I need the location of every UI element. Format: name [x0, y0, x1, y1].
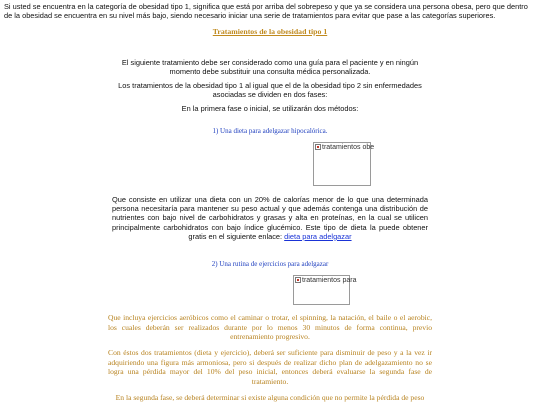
exercise-image-alt: tratamientos para	[302, 277, 357, 284]
diet-description-text: Que consiste en utilizar una dieta con un 20% de calorías menor de lo que una determinada persona necesitaría para mantener su peso actual y que además contenga una distribución de nutrientes con bajo nivel de carbohidratos y grasas y alta en proteínas, en la cual se utilicen principalmente carbohidratos con bajo índice glucémico. Este tipo de dieta la puede obtener gratis en el siguiente enlace:	[112, 195, 428, 241]
guide-paragraph: El siguiente tratamiento debe ser considerado como una guía para el paciente y en ningún momento debe substituir una consulta médica personalizada.	[121, 58, 419, 77]
second-phase-paragraph: En la segunda fase, se deberá determinar si existe alguna condición que no permite la pérdida de peso	[115, 393, 425, 402]
intro-paragraph: Si usted se encuentra en la categoría de obesidad tipo 1, significa que está por arriba del sobrepeso y que ya se considera una persona obesa, pero que dentro de la obesidad se encuentra en su nivel más bajo, siendo necesario iniciar una serie de tratamientos para evitar que pase a las categorías superiores.	[4, 2, 528, 21]
phases-paragraph: Los tratamientos de la obesidad tipo 1 al igual que el de la obesidad tipo 2 sin enfermedades asociadas se dividen en dos fases:	[118, 81, 422, 100]
diet-image-alt: tratamientos obe	[322, 144, 375, 151]
diet-description-paragraph	[112, 195, 428, 241]
exercise-image-placeholder	[293, 275, 357, 305]
title-link-obesity-type-1[interactable]: Tratamientos de la obesidad tipo 1	[212, 27, 328, 36]
diet-link[interactable]: dieta para adelgazar	[284, 231, 352, 241]
diet-image-placeholder	[313, 142, 375, 186]
exercise-paragraph: Que incluya ejercicios aeróbicos como el caminar o trotar, el spinning, la natación, el baile o el aerobic, los cuales deberán ser realizados durante por lo menos 30 minutos de forma continua, previo entrenamiento progresivo.	[108, 313, 432, 342]
combined-treatment-paragraph: Con éstos dos tratamientos (dieta y ejercicio), deberá ser suficiente para disminuir de peso y a la vez ir adquiriendo una figura más armoniosa, pero si después de realizar dicho plan de adelgazamiento no se logra una pérdida mayor del 10% del peso inicial, entonces deberá evaluarse la segunda fase de tratamiento.	[108, 348, 432, 386]
method-2-heading: 2) Una rutina de ejercicios para adelgazar	[211, 260, 329, 268]
broken-image-icon	[315, 144, 321, 150]
method-1-heading: 1) Una dieta para adelgazar hipocalórica.	[212, 127, 328, 135]
first-phase-paragraph: En la primera fase o inicial, se utilizarán dos métodos:	[181, 104, 359, 113]
broken-image-icon	[295, 277, 301, 283]
